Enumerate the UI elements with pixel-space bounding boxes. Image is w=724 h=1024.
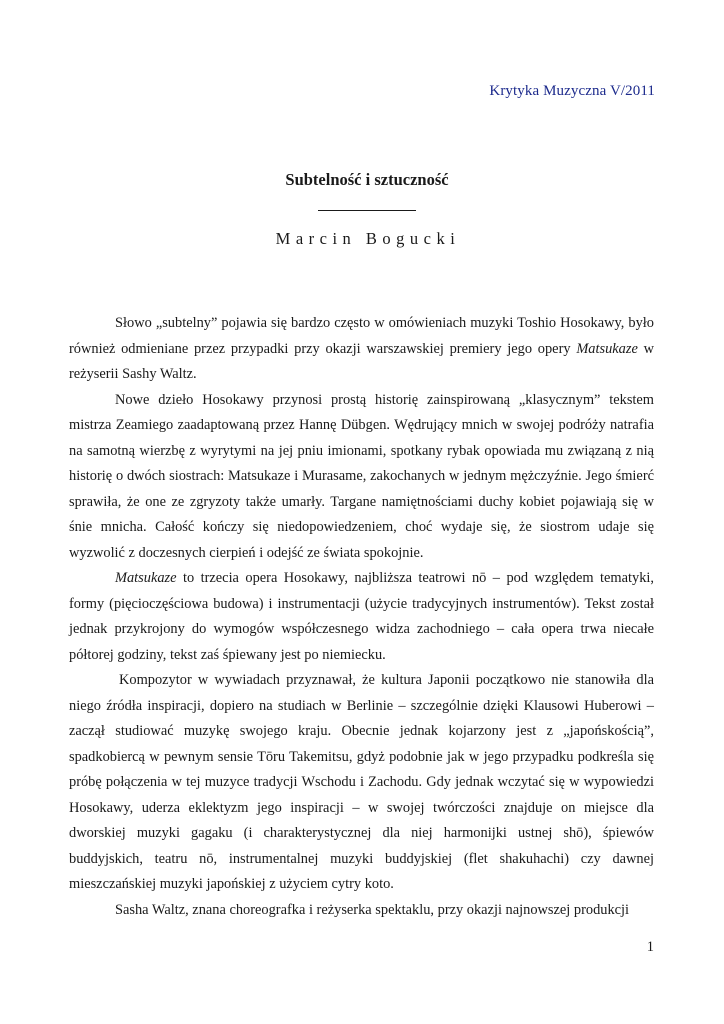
- paragraph-1-text-b: w reżyserii Sashy Waltz.: [69, 340, 654, 382]
- article-body: [69, 311, 654, 923]
- opera-title-italic: Matsukaze: [115, 570, 177, 586]
- paragraph-1-text-a: Słowo „subtelny” pojawia się bardzo często w omówieniach muzyki Toshio Hosokawy, było również odmieniane przez przypadki przy okazji warszawskiej premiery jego opery: [69, 315, 654, 357]
- paragraph-3-text: to trzecia opera Hosokawy, najbliższa teatrowi nō – pod względem tematyki, formy (pięcioczęściowa budowa) i instrumentacji (użycie tradycyjnych instrumentów). Tekst został jednak przykrojony do wymogów współczesnego widza zachodniego – cała opera trwa niecałe półtorej godziny, tekst zaś śpiewany jest po niemiecku.: [69, 570, 654, 663]
- opera-title-italic: Matsukaze: [576, 340, 638, 357]
- article-title: Subtelność i sztuczność: [285, 170, 449, 189]
- paragraph-4: Kompozytor w wywiadach przyznawał, że kultura Japonii początkowo nie stanowiła dla niego źródła inspiracji, dopiero na studiach w Berlinie – szczególnie dzięki Klausowi Huberowi – zaczął studiować muzykę swojego kraju. Obecnie jednak kojarzony jest z „japońskością”, spadkobiercą w pewnym sensie Tōru Takemitsu, gdyż podobnie jak w jego przypadku podkreśla się próbę połączenia w tej muzyce tradycji Wschodu i Zachodu. Gdy jednak wczytać się w wypowiedzi Hosokawy, uderza eklektyzm jego inspiracji – w swojej twórczości znajduje on miejsce dla dworskiej muzyki gagaku (i charakterystycznej dla niej harmonijki ustnej shō), śpiewów buddyjskich, teatru nō, instrumentalnej muzyki buddyjskiej (flet shakuhachi) czy dawnej mieszczańskiej muzyki japońskiej z użyciem cytry koto.: [69, 672, 654, 892]
- title-divider: [318, 210, 416, 211]
- paragraph-3: [69, 566, 654, 668]
- paragraph-1: [69, 311, 654, 388]
- paragraph-5: Sasha Waltz, znana choreografka i reżyserka spektaklu, przy okazji najnowszej produkcji: [115, 901, 630, 918]
- page-number: 1: [646, 939, 654, 955]
- author-name: Marcin Bogucki: [275, 229, 461, 248]
- journal-header: Krytyka Muzyczna V/2011: [489, 83, 655, 99]
- paragraph-2: Nowe dzieło Hosokawy przynosi prostą historię zainspirowaną „klasycznym” tekstem mistrza Zeamiego zaadaptowaną przez Hannę Dübgen. Wędrujący mnich w swojej podróży natrafia na samotną wierzbę z wyrytymi na jej pniu imionami, spotkany rybak opowiada mu związaną z nią historię o dwóch siostrach: Matsukaze i Murasame, zakochanych w jednym mężczyźnie. Jego śmierć sprawiła, że one ze zgryzoty także umarły. Targane namiętnościami duchy kobiet pojawiają się w śnie mnicha. Całość kończy się niedopowiedzeniem, choć wydaje się, że siostrom udaje się wyzwolić z doczesnych cierpień i odejść ze świata spokojnie.: [69, 391, 654, 561]
- title-block: [0, 170, 724, 249]
